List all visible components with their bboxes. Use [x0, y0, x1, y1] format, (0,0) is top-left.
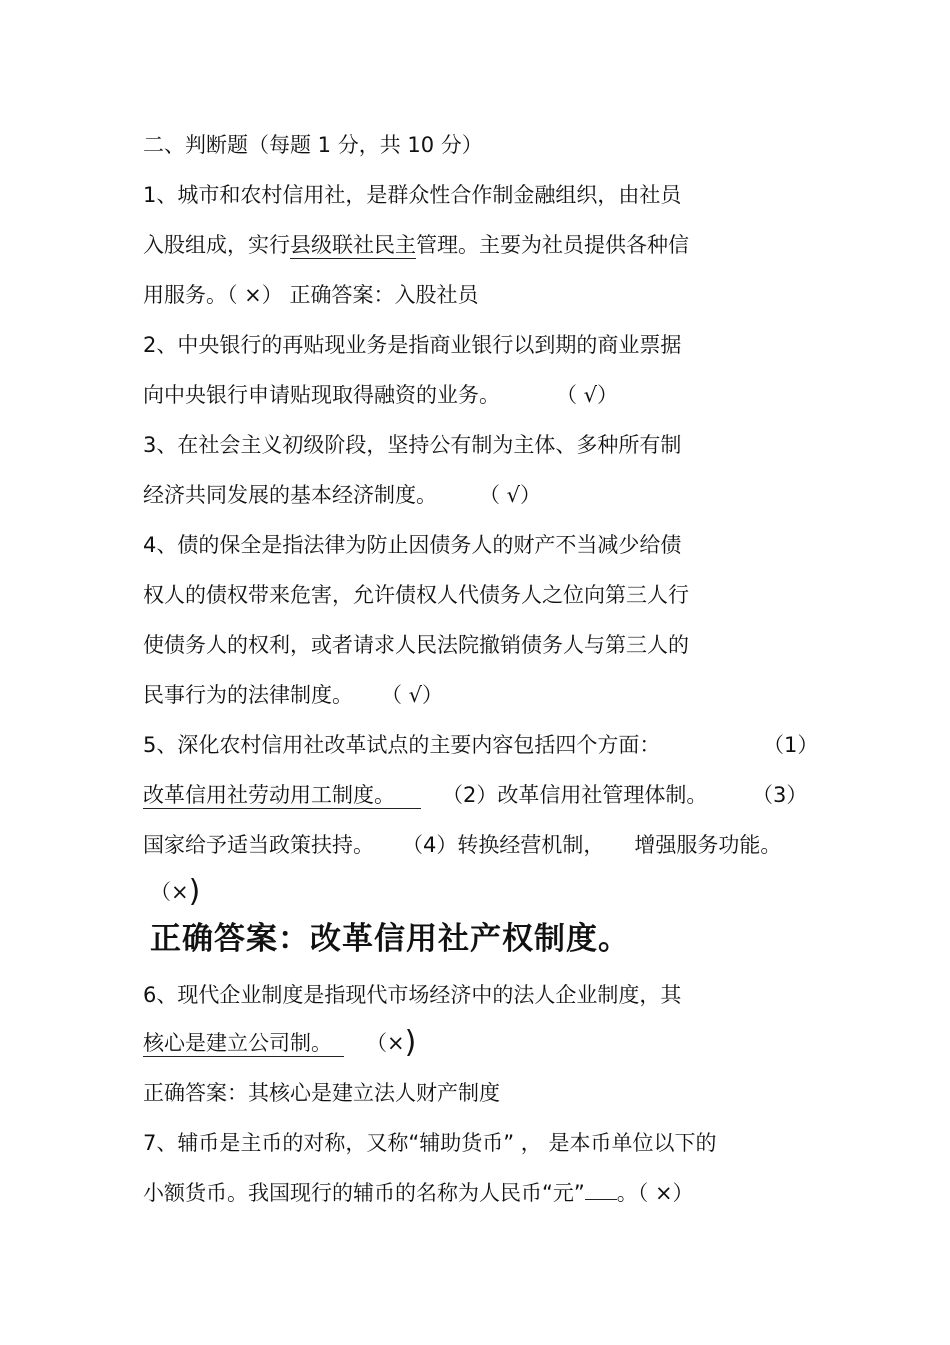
- q6-underlined-text: 核心是建立公司制。: [143, 1031, 344, 1057]
- q5-underlined-text: 改革信用社劳动用工制度。: [143, 783, 421, 809]
- q4-line-4-text: 民事行为的法律制度。: [143, 683, 353, 707]
- q5-line-2: [143, 780, 421, 810]
- q5-answer: 正确答案：改革信用社产权制度。: [150, 921, 630, 957]
- q1-underlined-text: 县级联社民主: [290, 233, 416, 257]
- q5-line-1-right: （1）: [763, 733, 819, 757]
- q1-line-2: [143, 230, 689, 260]
- q4-mark: （ √）: [381, 683, 444, 707]
- q5-mark: [150, 874, 201, 909]
- q5-mark-close: ): [188, 874, 201, 909]
- q5-line-3-c: 增强服务功能。: [634, 833, 782, 857]
- q5-line-3: [143, 830, 781, 860]
- q5-line-3-b: （4）转换经营机制，: [402, 833, 605, 857]
- q4-line-3: 使债务人的权利，或者请求人民法院撤销债务人与第三人的: [143, 633, 689, 657]
- q7-line-2-pre: 小额货币。我国现行的辅币的名称为人民币“元”: [143, 1181, 585, 1205]
- q1-line-2-post: 管理。主要为社员提供各种信: [416, 233, 689, 257]
- q3-mark: （ √）: [479, 483, 542, 507]
- q3-line-1: 3、在社会主义初级阶段，坚持公有制为主体、多种所有制: [143, 433, 682, 457]
- q3-line-2-text: 经济共同发展的基本经济制度。: [143, 483, 437, 507]
- q5-line-2-right: （3）: [752, 783, 808, 807]
- q2-line-1: 2、中央银行的再贴现业务是指商业银行以到期的商业票据: [143, 333, 682, 357]
- q7-line-1: 7、辅币是主币的对称，又称“辅助货币” ， 是本币单位以下的: [143, 1131, 717, 1155]
- q2-line-2: [143, 380, 618, 410]
- q6-line-2: [143, 1025, 417, 1060]
- q5-line-1: 5、深化农村信用社改革试点的主要内容包括四个方面：: [143, 733, 661, 757]
- q6-mark-open: （×: [366, 1031, 405, 1055]
- q4-line-2: 权人的债权带来危害，允许债权人代债务人之位向第三人行: [143, 583, 689, 607]
- q1-line-1: 1、城市和农村信用社，是群众性合作制金融组织，由社员: [143, 183, 682, 207]
- q7-blank: [585, 1198, 617, 1200]
- section-title: 二、判断题（每题 1 分，共 10 分）: [143, 133, 483, 157]
- q5-line-2-mid: （2）改革信用社管理体制。: [442, 783, 708, 807]
- q6-line-1: 6、现代企业制度是指现代市场经济中的法人企业制度，其: [143, 983, 682, 1007]
- q4-line-4: [143, 680, 443, 710]
- q2-line-2-text: 向中央银行申请贴现取得融资的业务。: [143, 383, 500, 407]
- q6-mark-close: ): [404, 1025, 417, 1060]
- q5-mark-open: （×: [150, 880, 189, 904]
- q5-line-3-a: 国家给予适当政策扶持。: [143, 833, 374, 857]
- q1-line-2-pre: 入股组成，实行: [143, 233, 290, 257]
- q2-mark: （ √）: [556, 383, 619, 407]
- q1-line-3: 用服务。（ ×） 正确答案：入股社员: [143, 283, 479, 307]
- q3-line-2: [143, 480, 541, 510]
- q6-answer: 正确答案：其核心是建立法人财产制度: [143, 1081, 500, 1105]
- q7-line-2-post: 。（ ×）: [616, 1181, 694, 1205]
- q4-line-1: 4、债的保全是指法律为防止因债务人的财产不当减少给债: [143, 533, 682, 557]
- q7-line-2: [143, 1178, 694, 1208]
